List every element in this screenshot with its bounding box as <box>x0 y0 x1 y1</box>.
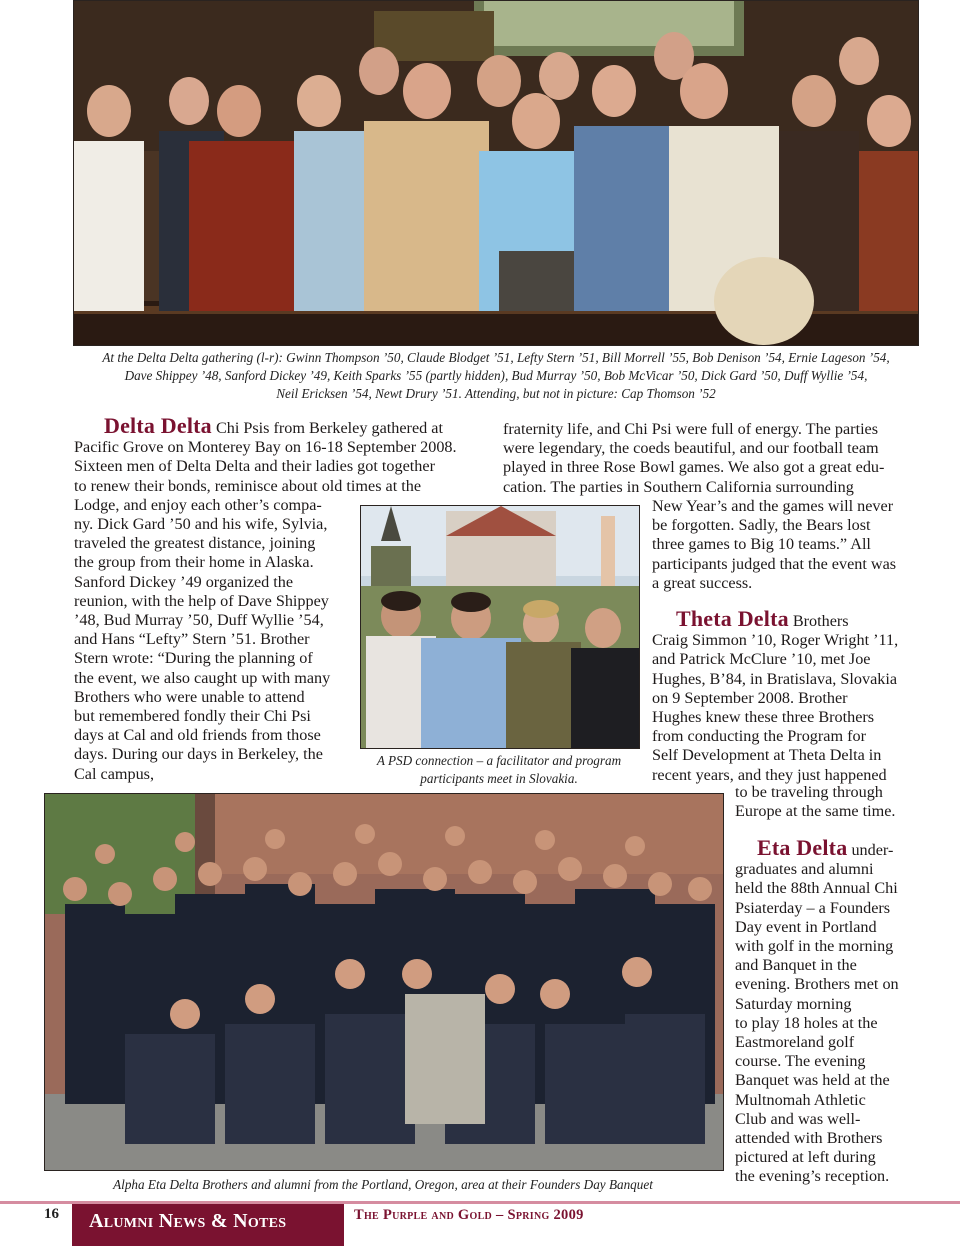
caption-line: At the Delta Delta gathering (l-r): Gwinn Thompson ’50, Claude Blodget ’51, Lefty Stern ’51, Bill Morrell ’55, Bob Denison ’54, Ernie Lageson ’54, <box>102 350 890 365</box>
article-line: the event, we also caught up with many <box>74 668 331 687</box>
article-line: from conducting the Program for <box>652 727 866 746</box>
page-number: 16 <box>44 1206 59 1222</box>
article-line: were legendary, the coeds beautiful, and our football team <box>503 439 879 458</box>
article-line: Hughes, B’84, in Bratislava, Slovakia <box>652 669 898 688</box>
article-line: Club and was well- <box>735 1109 861 1128</box>
article-line: Multnomah Athletic <box>735 1090 866 1109</box>
slovakia-photo-caption <box>356 752 642 788</box>
article-line: attended with Brothers <box>735 1129 883 1148</box>
article-line: and Banquet in the <box>735 956 857 975</box>
article-line: New Year’s and the games will never <box>652 497 894 515</box>
article-line: and Hans “Lefty” Stern ’51. Brother <box>74 630 310 649</box>
article-line: Craig Simmon ’10, Roger Wright ’11, <box>652 631 899 650</box>
article-line: Banquet was held at the <box>735 1071 890 1090</box>
article-line: participants judged that the event was <box>652 554 897 573</box>
article-line: cation. The parties in Southern California surrounding <box>503 477 854 496</box>
slovakia-photo <box>360 505 640 749</box>
eta-delta-group-photo <box>44 793 724 1171</box>
article-line: the evening’s reception. <box>735 1167 890 1186</box>
delta-delta-continued <box>503 420 923 497</box>
article-line: held the 88th Annual Chi <box>735 879 898 898</box>
theta-delta-article <box>652 606 942 785</box>
article-line: pictured at left during <box>735 1148 876 1167</box>
article-first-line: Theta Delta Brothers <box>676 606 849 631</box>
chapter-heading: Theta Delta <box>676 606 789 631</box>
article-line: ny. Dick Gard ’50 and his wife, Sylvia, <box>74 515 328 534</box>
caption-line: participants meet in Slovakia. <box>420 771 578 786</box>
article-line: Sanford Dickey ’49 organized the <box>74 572 294 591</box>
article-line: on 9 September 2008. Brother <box>652 688 848 707</box>
caption-line: A PSD connection – a facilitator and program <box>376 753 622 768</box>
article-line: Saturday morning <box>735 994 852 1013</box>
article-line: Brothers who were unable to attend <box>74 687 305 706</box>
article-line: to renew their bonds, reminisce about old times at the <box>74 476 422 495</box>
caption-line: Dave Shippey ’48, Sanford Dickey ’49, Keith Sparks ’55 (partly hidden), Bud Murray ’50, Bob McVicar ’50, Dick Gard ’50, Duff Wyllie ’54, <box>124 368 868 383</box>
article-line: and Patrick McClure ’10, met Joe <box>652 650 871 669</box>
article-line: a great success. <box>652 573 753 592</box>
article-line: ’48, Bud Murray ’50, Duff Wyllie ’54, <box>74 611 324 630</box>
article-line: Day event in Portland <box>735 917 877 936</box>
article-line: Pacific Grove on Monterey Bay on 16-18 September 2008. <box>74 438 457 457</box>
article-line: evening. Brothers met on <box>735 975 899 994</box>
article-line: graduates and alumni <box>735 860 874 879</box>
article-line: fraternity life, and Chi Psi were full of energy. The parties <box>503 420 879 438</box>
theta-delta-tail <box>735 783 945 821</box>
article-line: Psiaterday – a Founders <box>735 898 891 917</box>
article-line: Europe at the same time. <box>735 802 896 821</box>
article-line: Hughes knew these three Brothers <box>652 708 875 727</box>
bottom-photo-caption: Alpha Eta Delta Brothers and alumni from the Portland, Oregon, area at their Founders Day Banquet <box>113 1177 653 1192</box>
article-line: course. The evening <box>735 1052 866 1071</box>
top-photo-caption <box>60 349 932 403</box>
delta-delta-group-photo <box>73 0 919 346</box>
article-first-line: Eta Delta under- <box>757 835 894 860</box>
article-line: traveled the greatest distance, joining <box>74 534 316 553</box>
article-line: Self Development at Theta Delta in <box>652 746 882 765</box>
delta-delta-conclusion <box>652 497 932 593</box>
article-line: three games to Big 10 teams.” All <box>652 535 871 554</box>
chapter-heading: Delta Delta <box>104 413 212 438</box>
article-line: recent years, and they just happened <box>652 765 887 784</box>
article-line: be forgotten. Sadly, the Bears lost <box>652 516 871 535</box>
caption-line: Neil Ericksen ’54, Newt Drury ’51. Attending, but not in picture: Cap Thomson ’52 <box>276 386 716 401</box>
article-line: reunion, with the help of Dave Shippey <box>74 591 329 610</box>
article-line: Lodge, and enjoy each other’s compa- <box>74 495 322 514</box>
article-line: the group from their home in Alaska. <box>74 553 314 572</box>
article-line: days. During our days in Berkeley, the <box>74 745 323 764</box>
article-line: to play 18 holes at the <box>735 1013 878 1032</box>
article-line: Sixteen men of Delta Delta and their ladies got together <box>74 457 435 476</box>
chapter-heading: Eta Delta <box>757 835 848 860</box>
issue-label: The Purple and Gold – Spring 2009 <box>354 1207 584 1223</box>
eta-delta-article <box>735 835 950 1187</box>
article-line: but remembered fondly their Chi Psi <box>74 707 311 726</box>
article-line: days at Cal and old friends from those <box>74 726 321 745</box>
article-line: to be traveling through <box>735 783 883 801</box>
article-first-line: Delta Delta Chi Psis from Berkeley gathered at <box>104 413 443 438</box>
section-tab: Alumni News & Notes <box>72 1204 344 1246</box>
article-line: played in three Rose Bowl games. We also got a great edu- <box>503 458 885 477</box>
article-line: Stern wrote: “During the planning of <box>74 649 313 668</box>
article-line: Eastmoreland golf <box>735 1033 855 1052</box>
article-line: Cal campus, <box>74 764 155 783</box>
article-line: with golf in the morning <box>735 937 894 956</box>
